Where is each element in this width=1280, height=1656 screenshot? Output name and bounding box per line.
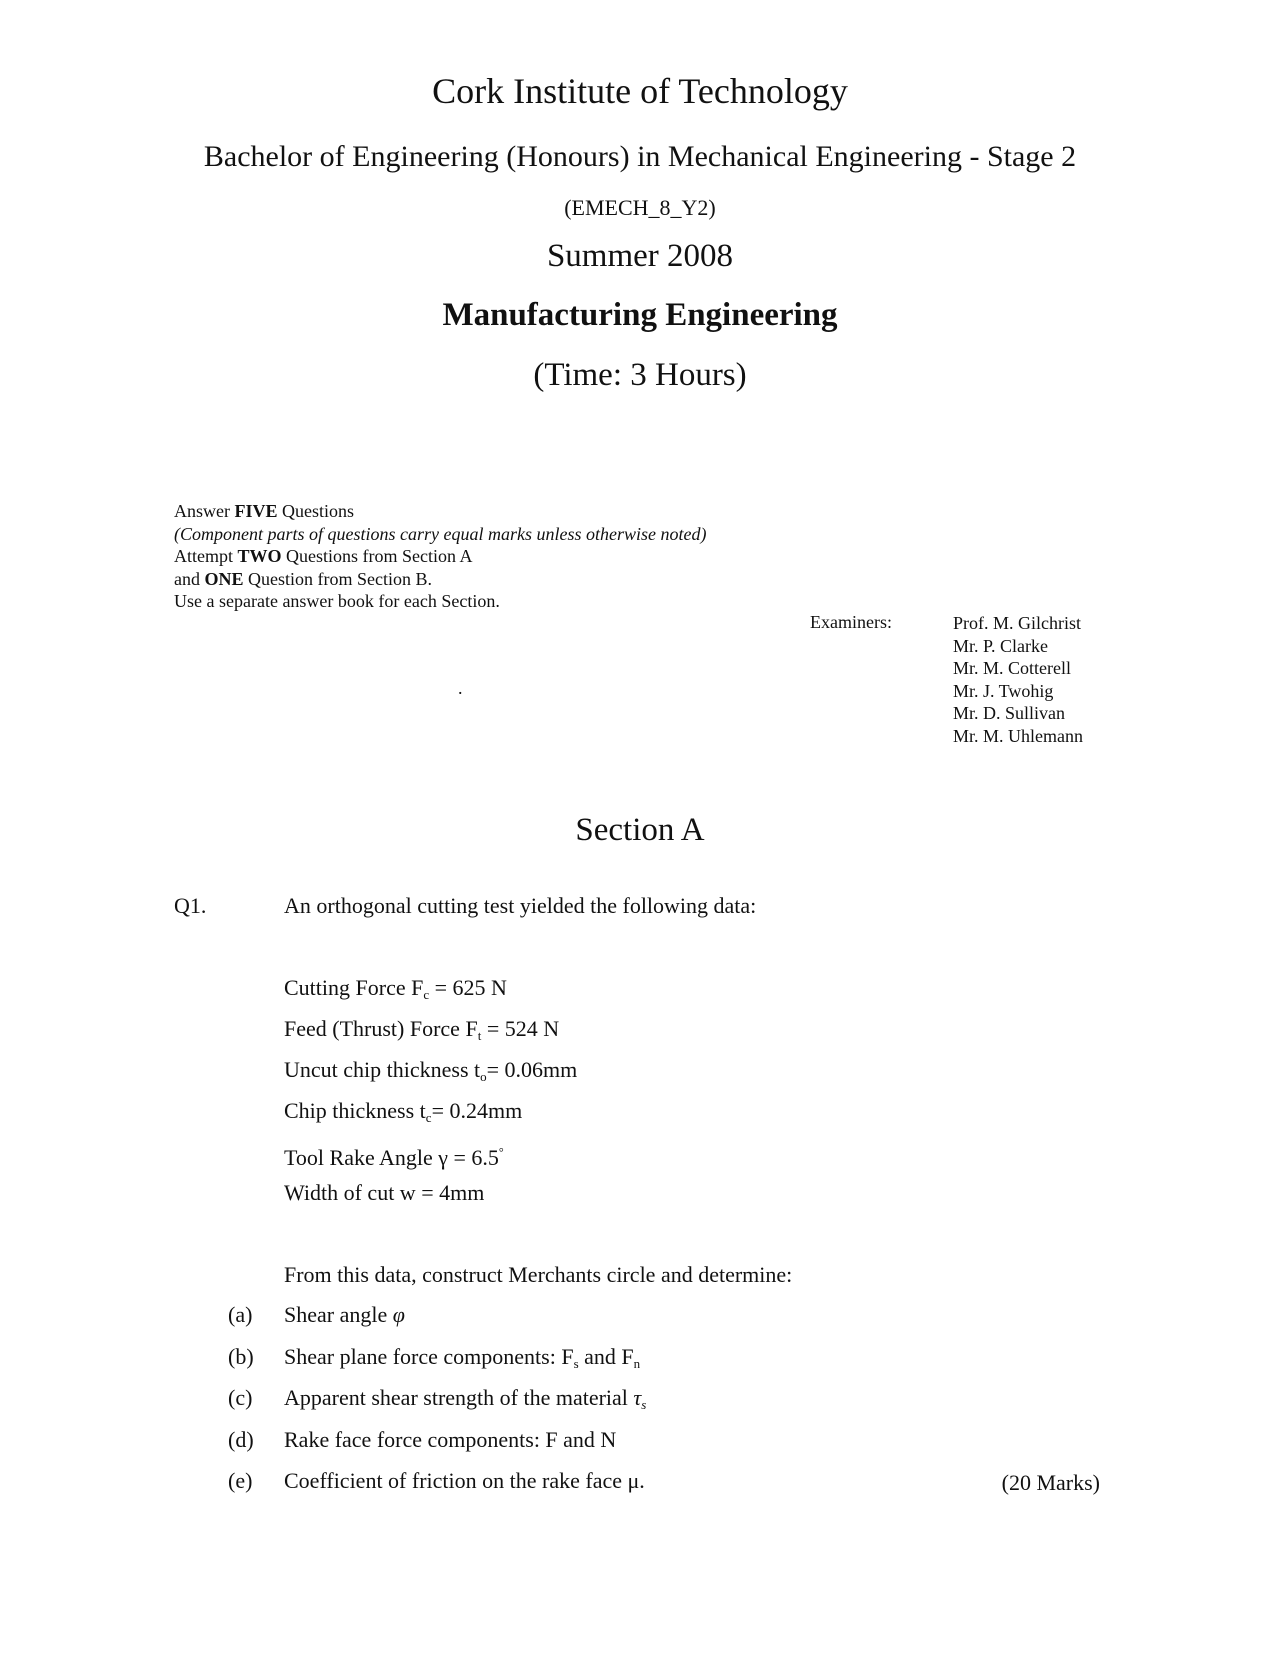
part-label: (c) [228,1385,253,1410]
question-marks: (20 Marks) [1001,1470,1100,1495]
phi-symbol: φ [392,1302,405,1327]
exam-duration: (Time: 3 Hours) [533,357,747,393]
instruction-line-section-a: Attempt TWO Questions from Section A [174,546,473,567]
examiner-name: Mr. P. Clarke [953,635,1049,656]
examiner-name: Mr. J. Twohig [953,680,1054,701]
section-title: Section A [575,812,705,848]
stray-mark: . [458,678,463,698]
question-instruction: From this data, construct Merchants circle and determine: [284,1262,793,1287]
part-label: (e) [228,1468,253,1493]
examiner-name: Prof. M. Gilchrist [953,613,1081,633]
programme-title: Bachelor of Engineering (Honours) in Mechanical Engineering - Stage 2 [203,140,1077,173]
data-item-rake-angle: Tool Rake Angle γ = 6.5° [284,1145,504,1170]
programme-code: (EMECH_8_Y2) [564,195,716,220]
subject-title: Manufacturing Engineering [442,297,838,333]
question-number: Q1. [174,893,207,918]
tau-symbol: τ [633,1385,642,1410]
part-label: (a) [228,1302,253,1327]
part-label: (d) [228,1426,254,1452]
given-data-list [284,976,577,1222]
instruction-line-marks-note: (Component parts of questions carry equal marks unless otherwise noted) [174,523,707,544]
data-item-uncut-chip-thickness: Uncut chip thickness $t_o= 0.06mm$ [284,1057,578,1084]
data-item-thrust-force: Feed (Thrust) Force $F_t = 524$ N [284,1016,560,1043]
data-item-chip-thickness: Chip thickness $t_c= 0.24mm$ [284,1098,523,1125]
examiners-list [953,612,1083,748]
examiner-name: Mr. M. Uhlemann [953,725,1083,746]
instruction-line-answer: Answer FIVE Questions [174,501,355,521]
instruction-line-section-b: and ONE Question from Section B. [174,568,432,589]
exam-instructions [174,500,706,613]
examiner-name: Mr. M. Cotterell [953,658,1071,679]
examiner-name: Mr. D. Sullivan [953,703,1066,724]
data-item-width-of-cut: Width of cut w = 4mm [284,1180,485,1205]
part-label: (b) [228,1343,254,1369]
institution-title: Cork Institute of Technology [432,71,848,111]
exam-term: Summer 2008 [546,238,734,274]
data-item-cutting-force: Cutting Force $F_c = 625$ N [284,975,507,1002]
question-text: An orthogonal cutting test yielded the following data: [284,893,757,918]
examiners-label: Examiners: [810,612,892,632]
instruction-line-answer-book: Use a separate answer book for each Section. [174,591,500,612]
